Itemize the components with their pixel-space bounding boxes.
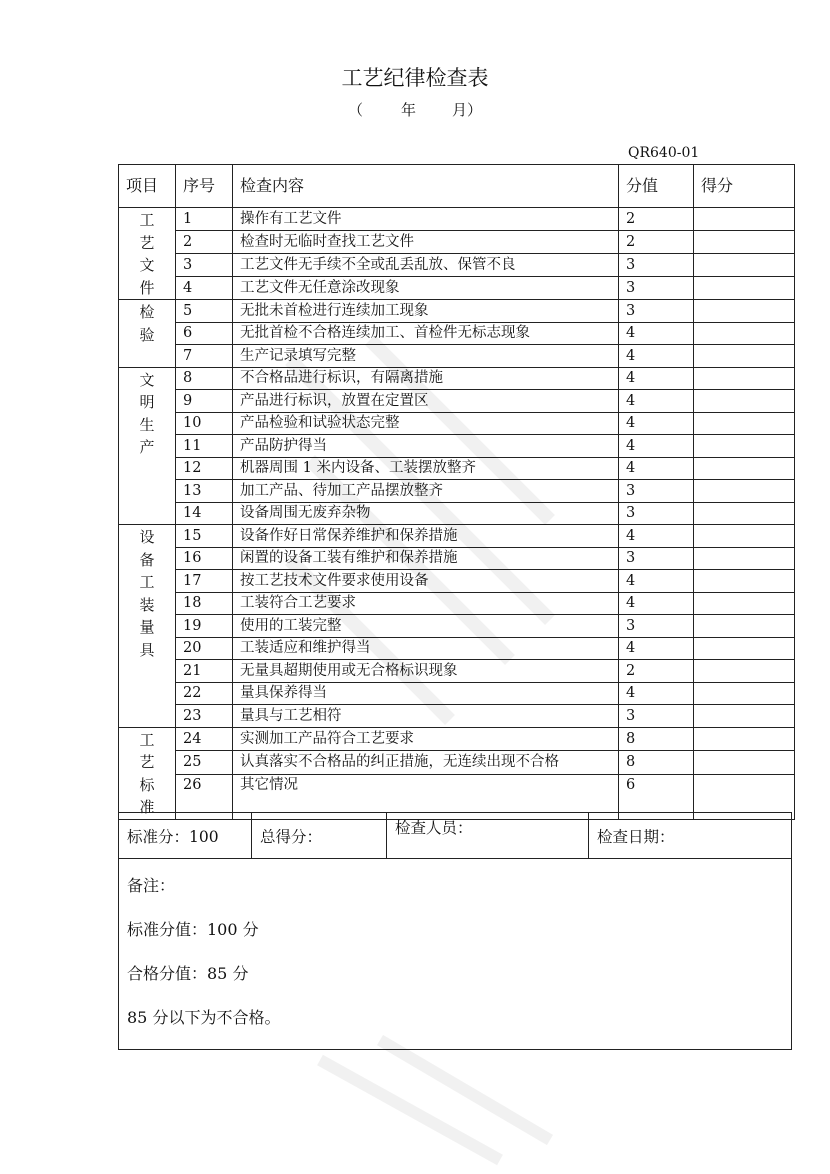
category-char: 工 bbox=[139, 211, 155, 229]
row-number: 26 bbox=[176, 774, 233, 819]
row-number: 3 bbox=[176, 254, 233, 277]
header-category: 项目 bbox=[119, 165, 176, 208]
row-score[interactable] bbox=[694, 727, 795, 751]
table-row bbox=[119, 592, 795, 615]
row-content: 其它情况 bbox=[233, 774, 619, 819]
row-number: 19 bbox=[176, 615, 233, 638]
summary-row bbox=[119, 813, 792, 859]
row-score[interactable] bbox=[694, 705, 795, 728]
row-points: 4 bbox=[619, 570, 694, 593]
table-row bbox=[119, 615, 795, 638]
row-number: 4 bbox=[176, 277, 233, 300]
table-row bbox=[119, 300, 795, 323]
summary-table bbox=[118, 812, 792, 1050]
category-char: 工 bbox=[139, 730, 155, 749]
category-char: 明 bbox=[139, 393, 155, 411]
row-points: 4 bbox=[619, 345, 694, 368]
form-code: QR640-01 bbox=[628, 145, 700, 161]
category-char: 具 bbox=[139, 640, 155, 659]
row-score[interactable] bbox=[694, 322, 795, 345]
row-content: 设备周围无废弃杂物 bbox=[233, 502, 619, 525]
table-row bbox=[119, 727, 795, 751]
row-content: 产品防护得当 bbox=[233, 435, 619, 458]
table-row bbox=[119, 751, 795, 775]
category-char: 设 bbox=[139, 528, 155, 546]
table-row bbox=[119, 547, 795, 570]
row-content: 产品检验和试验状态完整 bbox=[233, 412, 619, 435]
row-score[interactable] bbox=[694, 547, 795, 570]
table-row bbox=[119, 254, 795, 277]
row-content: 量具与工艺相符 bbox=[233, 705, 619, 728]
page-subtitle bbox=[0, 99, 830, 120]
row-score[interactable] bbox=[694, 457, 795, 480]
header-content: 检查内容 bbox=[233, 165, 619, 208]
row-score[interactable] bbox=[694, 435, 795, 458]
row-number: 5 bbox=[176, 300, 233, 323]
table-row bbox=[119, 570, 795, 593]
table-row bbox=[119, 502, 795, 525]
table-row bbox=[119, 277, 795, 300]
table-row bbox=[119, 682, 795, 705]
inspector-field[interactable]: 检查人员： bbox=[387, 813, 589, 859]
row-number: 12 bbox=[176, 457, 233, 480]
category-char: 检 bbox=[139, 303, 155, 321]
category-char: 装 bbox=[139, 595, 155, 614]
row-content: 加工产品、待加工产品摆放整齐 bbox=[233, 480, 619, 503]
row-score[interactable] bbox=[694, 502, 795, 525]
row-points: 8 bbox=[619, 751, 694, 775]
row-content: 使用的工装完整 bbox=[233, 615, 619, 638]
table-row bbox=[119, 525, 795, 548]
row-number: 14 bbox=[176, 502, 233, 525]
table-row bbox=[119, 231, 795, 254]
row-points: 8 bbox=[619, 727, 694, 751]
row-content: 生产记录填写完整 bbox=[233, 345, 619, 368]
row-content: 闲置的设备工装有维护和保养措施 bbox=[233, 547, 619, 570]
row-points: 3 bbox=[619, 705, 694, 728]
row-content: 设备作好日常保养维护和保养措施 bbox=[233, 525, 619, 548]
category-char: 文 bbox=[139, 256, 155, 274]
row-number: 24 bbox=[176, 727, 233, 751]
row-number: 22 bbox=[176, 682, 233, 705]
category-cell bbox=[119, 300, 176, 368]
category-char: 量 bbox=[139, 618, 155, 636]
row-points: 4 bbox=[619, 682, 694, 705]
header-points: 分值 bbox=[619, 165, 694, 208]
remarks-standard: 标准分值：100 分 bbox=[127, 920, 259, 939]
row-score[interactable] bbox=[694, 367, 795, 390]
table-row bbox=[119, 435, 795, 458]
row-points: 6 bbox=[619, 774, 694, 819]
row-content: 实测加工产品符合工艺要求 bbox=[233, 727, 619, 751]
row-points: 4 bbox=[619, 592, 694, 615]
row-number: 7 bbox=[176, 345, 233, 368]
row-score[interactable] bbox=[694, 480, 795, 503]
table-row bbox=[119, 322, 795, 345]
row-number: 2 bbox=[176, 231, 233, 254]
subtitle-paren: （ bbox=[347, 101, 363, 119]
row-score[interactable] bbox=[694, 345, 795, 368]
row-score[interactable] bbox=[694, 208, 795, 231]
table-row bbox=[119, 637, 795, 660]
header-number: 序号 bbox=[176, 165, 233, 208]
row-number: 13 bbox=[176, 480, 233, 503]
category-char: 产 bbox=[139, 438, 155, 456]
row-points: 4 bbox=[619, 367, 694, 390]
row-content: 工艺文件无任意涂改现象 bbox=[233, 277, 619, 300]
total-score-field[interactable]: 总得分： bbox=[252, 813, 387, 859]
table-row bbox=[119, 412, 795, 435]
row-score[interactable] bbox=[694, 254, 795, 277]
category-char: 准 bbox=[139, 798, 155, 816]
row-content: 无量具超期使用或无合格标识现象 bbox=[233, 660, 619, 683]
category-cell bbox=[119, 727, 176, 819]
category-cell bbox=[119, 208, 176, 300]
row-points: 3 bbox=[619, 277, 694, 300]
category-char: 标 bbox=[139, 775, 155, 794]
row-points: 4 bbox=[619, 637, 694, 660]
table-row bbox=[119, 390, 795, 413]
remarks-pass: 合格分值：85 分 bbox=[127, 964, 249, 983]
row-points: 3 bbox=[619, 615, 694, 638]
watermark-stamp-bottom bbox=[300, 1030, 560, 1170]
remarks-fail: 85 分以下为不合格。 bbox=[127, 1008, 281, 1027]
category-char: 艺 bbox=[139, 753, 155, 771]
row-points: 4 bbox=[619, 412, 694, 435]
row-number: 9 bbox=[176, 390, 233, 413]
row-content: 产品进行标识，放置在定置区 bbox=[233, 390, 619, 413]
subtitle-year: 年 bbox=[400, 101, 416, 119]
row-points: 2 bbox=[619, 231, 694, 254]
category-char: 艺 bbox=[139, 233, 155, 252]
row-points: 3 bbox=[619, 502, 694, 525]
row-content: 不合格品进行标识，有隔离措施 bbox=[233, 367, 619, 390]
row-content: 按工艺技术文件要求使用设备 bbox=[233, 570, 619, 593]
remarks-cell bbox=[119, 859, 792, 1050]
page-title: 工艺纪律检查表 bbox=[341, 66, 489, 90]
row-score[interactable] bbox=[694, 682, 795, 705]
row-number: 18 bbox=[176, 592, 233, 615]
table-row bbox=[119, 660, 795, 683]
row-score[interactable] bbox=[694, 751, 795, 775]
row-score[interactable] bbox=[694, 300, 795, 323]
row-number: 25 bbox=[176, 751, 233, 775]
row-number: 11 bbox=[176, 435, 233, 458]
row-score[interactable] bbox=[694, 277, 795, 300]
inspection-date-field[interactable]: 检查日期： bbox=[589, 813, 792, 859]
row-points: 4 bbox=[619, 322, 694, 345]
row-content: 工装符合工艺要求 bbox=[233, 592, 619, 615]
table-header-row bbox=[119, 165, 795, 208]
category-char: 件 bbox=[139, 278, 155, 297]
row-points: 4 bbox=[619, 390, 694, 413]
row-content: 工装适应和维护得当 bbox=[233, 637, 619, 660]
row-score[interactable] bbox=[694, 592, 795, 615]
remarks-row bbox=[119, 859, 792, 1050]
row-number: 15 bbox=[176, 525, 233, 548]
table-row bbox=[119, 367, 795, 390]
category-char: 生 bbox=[139, 415, 155, 434]
category-cell bbox=[119, 367, 176, 525]
row-number: 1 bbox=[176, 208, 233, 231]
row-points: 3 bbox=[619, 300, 694, 323]
standard-score: 标准分：100 bbox=[119, 813, 252, 859]
row-points: 2 bbox=[619, 660, 694, 683]
row-score[interactable] bbox=[694, 412, 795, 435]
category-char: 工 bbox=[139, 573, 155, 591]
category-char: 验 bbox=[139, 325, 155, 344]
row-points: 4 bbox=[619, 435, 694, 458]
row-score[interactable] bbox=[694, 231, 795, 254]
remarks-label: 备注： bbox=[127, 876, 176, 895]
row-points: 3 bbox=[619, 254, 694, 277]
row-content: 机器周围 1 米内设备、工装摆放整齐 bbox=[233, 457, 619, 480]
row-number: 20 bbox=[176, 637, 233, 660]
row-score[interactable] bbox=[694, 570, 795, 593]
row-points: 4 bbox=[619, 457, 694, 480]
row-score[interactable] bbox=[694, 615, 795, 638]
table-row bbox=[119, 705, 795, 728]
row-points: 4 bbox=[619, 525, 694, 548]
table-row bbox=[119, 480, 795, 503]
row-score[interactable] bbox=[694, 390, 795, 413]
row-content: 工艺文件无手续不全或乱丢乱放、保管不良 bbox=[233, 254, 619, 277]
row-content: 无批未首检进行连续加工现象 bbox=[233, 300, 619, 323]
row-number: 10 bbox=[176, 412, 233, 435]
subtitle-month: 月） bbox=[452, 101, 483, 119]
row-content: 无批首检不合格连续加工、首检件无标志现象 bbox=[233, 322, 619, 345]
row-points: 3 bbox=[619, 480, 694, 503]
table-row bbox=[119, 345, 795, 368]
row-number: 6 bbox=[176, 322, 233, 345]
row-points: 3 bbox=[619, 547, 694, 570]
row-points: 2 bbox=[619, 208, 694, 231]
category-char: 备 bbox=[139, 550, 155, 569]
row-number: 16 bbox=[176, 547, 233, 570]
row-content: 操作有工艺文件 bbox=[233, 208, 619, 231]
row-number: 23 bbox=[176, 705, 233, 728]
row-score[interactable] bbox=[694, 637, 795, 660]
table-row bbox=[119, 208, 795, 231]
row-score[interactable] bbox=[694, 525, 795, 548]
row-score[interactable] bbox=[694, 660, 795, 683]
inspection-table bbox=[118, 164, 795, 820]
row-content: 检查时无临时查找工艺文件 bbox=[233, 231, 619, 254]
row-number: 8 bbox=[176, 367, 233, 390]
row-number: 21 bbox=[176, 660, 233, 683]
category-cell bbox=[119, 525, 176, 728]
row-number: 17 bbox=[176, 570, 233, 593]
table-row bbox=[119, 457, 795, 480]
row-content: 认真落实不合格品的纠正措施，无连续出现不合格 bbox=[233, 751, 619, 775]
header-score: 得分 bbox=[694, 165, 795, 208]
row-content: 量具保养得当 bbox=[233, 682, 619, 705]
category-char: 文 bbox=[139, 370, 155, 389]
